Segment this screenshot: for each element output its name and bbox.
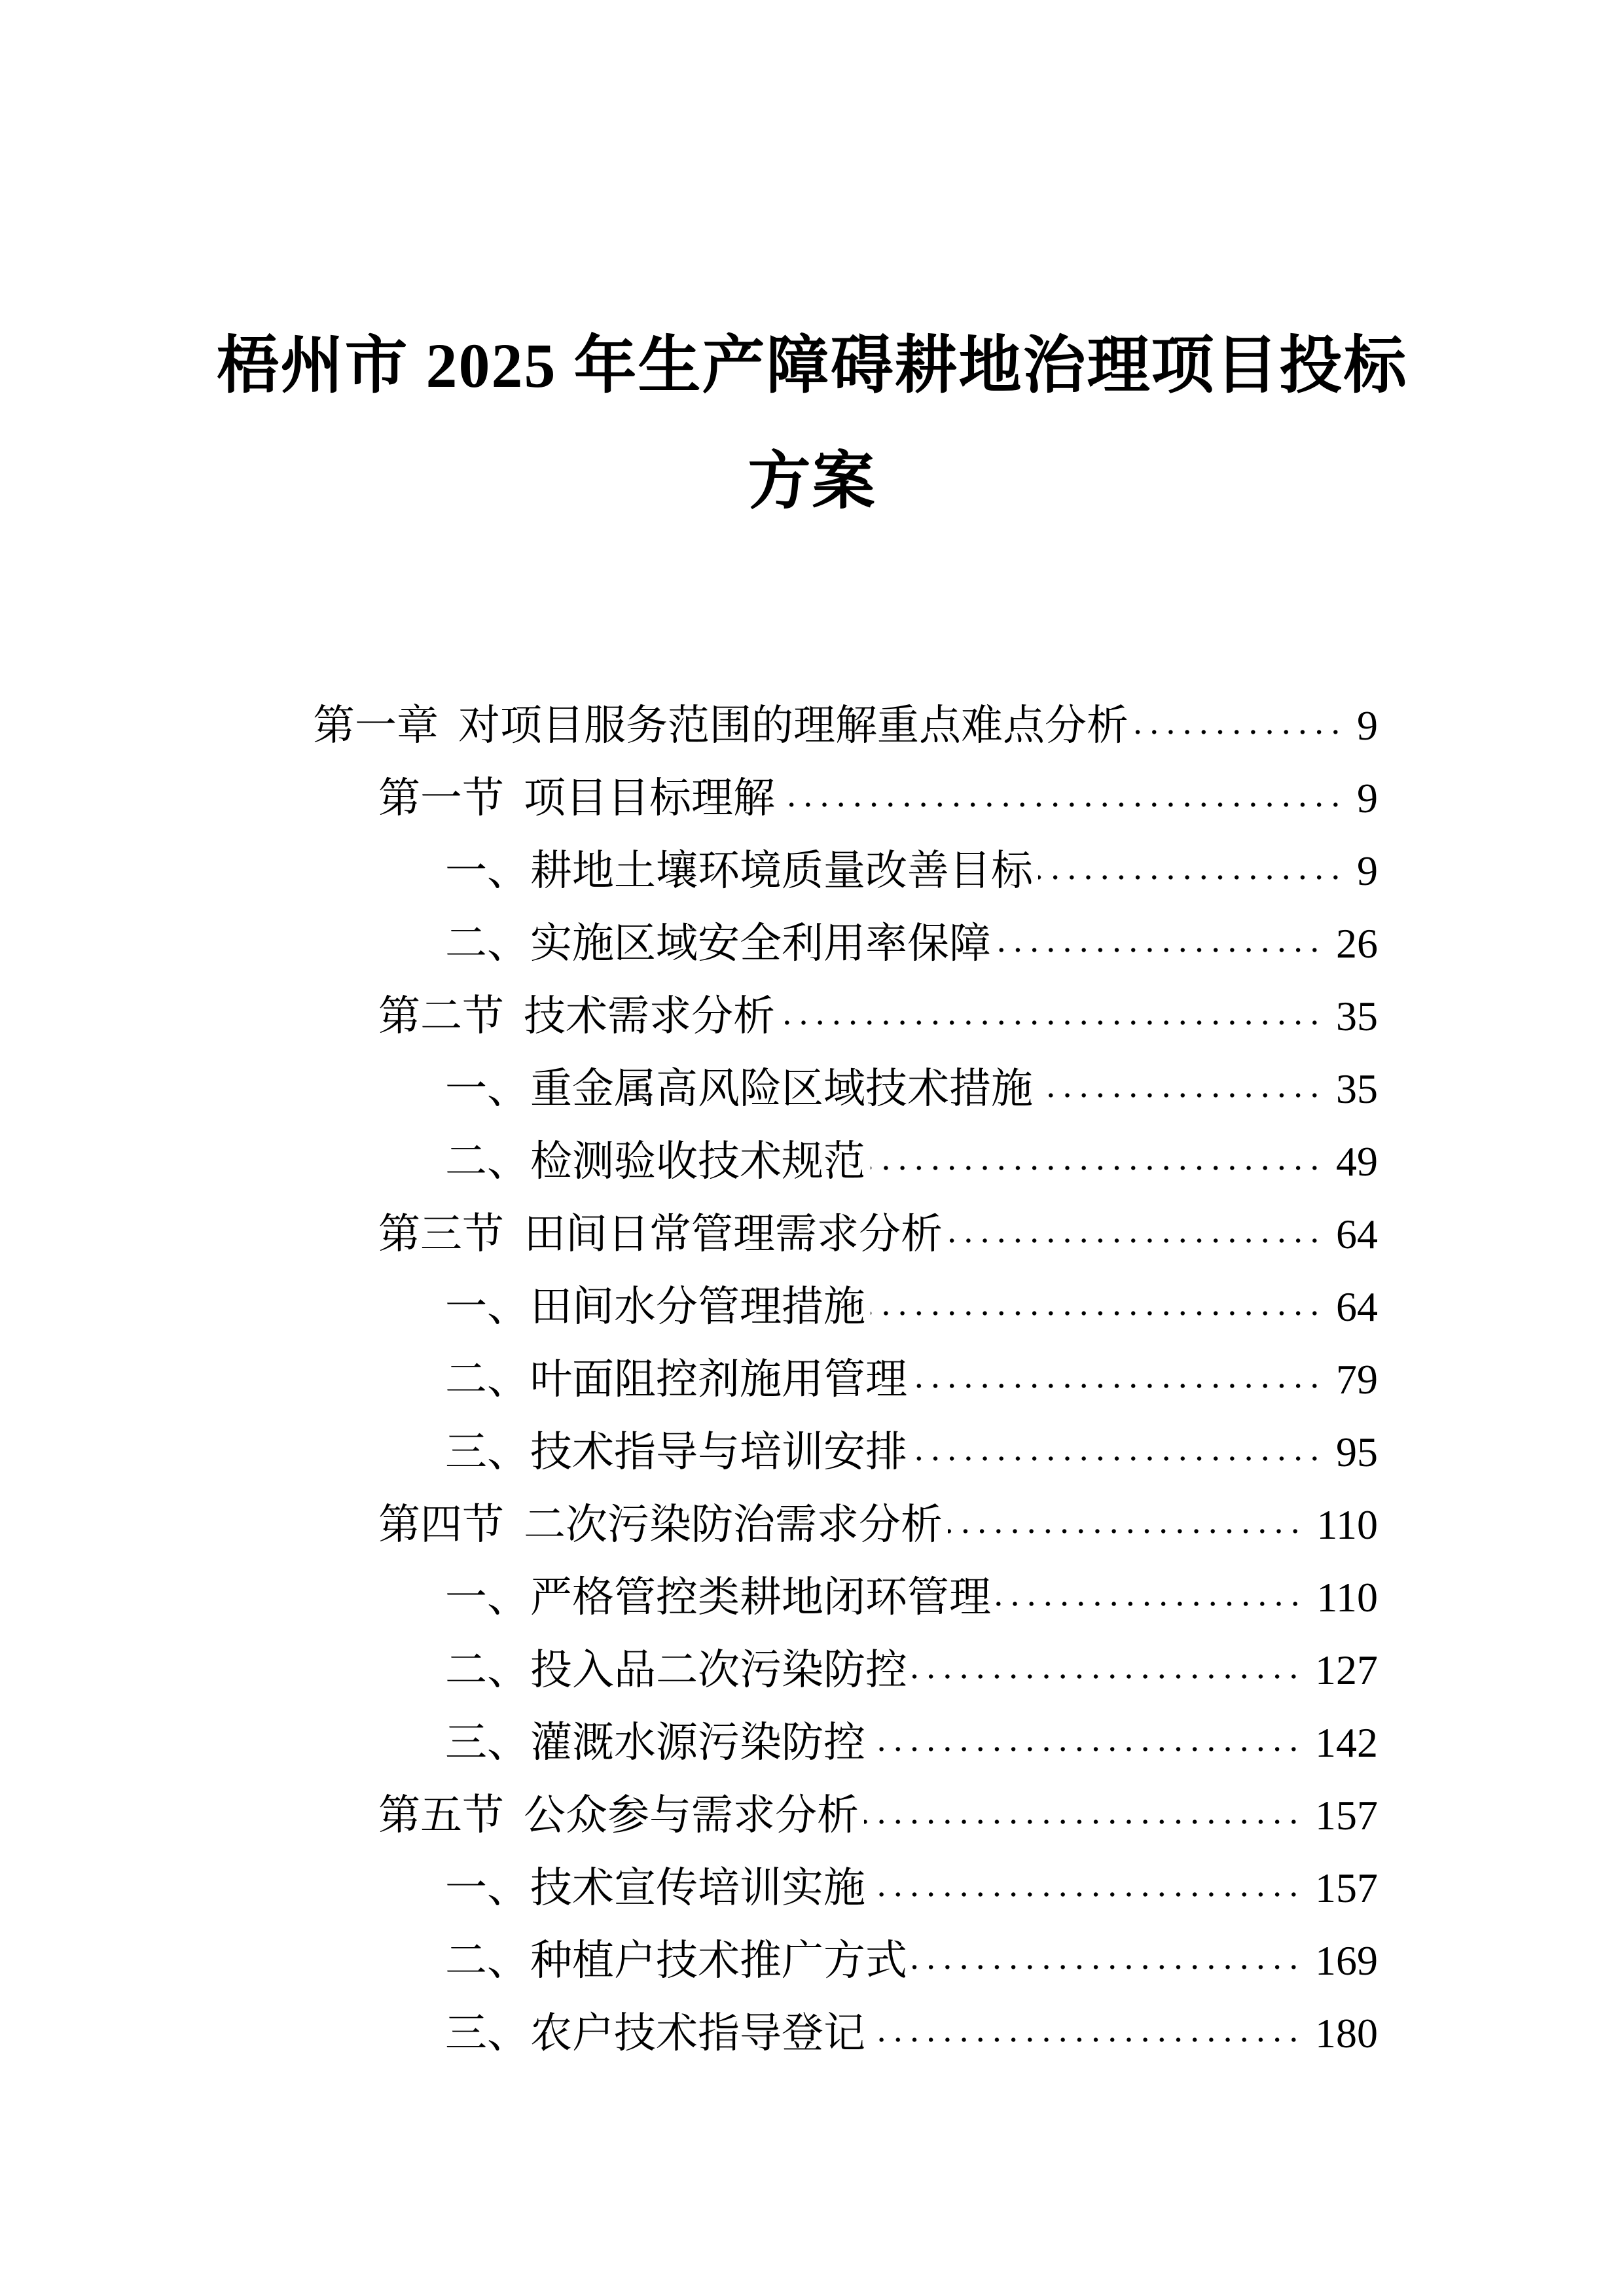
toc-leader-dots — [864, 1779, 1302, 1852]
toc-page-number: 95 — [1336, 1429, 1378, 1475]
toc-entry-number: 一、 — [445, 1283, 529, 1330]
toc-leader-dots — [912, 1634, 1302, 1706]
toc-page-number: 64 — [1336, 1211, 1378, 1257]
toc-entry-number: 第一节 — [378, 775, 504, 821]
toc-page-number: 9 — [1357, 775, 1378, 821]
toc-entry-number: 二、 — [445, 1138, 529, 1185]
toc-page-number: 110 — [1316, 1574, 1378, 1621]
toc-leader-dots — [948, 1198, 1323, 1270]
toc-page-number: 142 — [1315, 1719, 1378, 1766]
toc-entry-title: 对项目服务范围的理解重点难点分析 — [458, 702, 1128, 749]
toc-entry-number: 三、 — [445, 1429, 529, 1475]
toc-leader-dots — [912, 1924, 1302, 1997]
toc-page-number: 49 — [1336, 1138, 1378, 1185]
toc-entry-number: 三、 — [445, 2010, 529, 2056]
toc-page-number: 35 — [1336, 993, 1378, 1039]
toc-entry-title: 检测验收技术规范 — [530, 1138, 865, 1185]
toc-page-number: 35 — [1336, 1066, 1378, 1112]
toc-entry-title: 农户技术指导登记 — [530, 2010, 865, 2056]
toc-entry-number: 一、 — [445, 1574, 529, 1621]
toc-leader-dots — [1134, 689, 1344, 762]
toc-page-number: 110 — [1316, 1501, 1378, 1548]
toc-entry — [0, 1706, 1624, 1779]
toc-entry — [0, 907, 1624, 980]
toc-entry — [0, 1924, 1624, 1997]
toc-entry-number: 一、 — [445, 848, 529, 894]
toc-entry — [0, 1997, 1624, 2070]
toc-entry-number: 二、 — [445, 920, 529, 967]
toc-leader-dots — [948, 1488, 1303, 1561]
table-of-contents — [0, 689, 1624, 2070]
toc-entry-title: 技术需求分析 — [524, 993, 775, 1039]
toc-entry-title: 二次污染防治需求分析 — [524, 1501, 943, 1548]
toc-page-number: 64 — [1336, 1283, 1378, 1330]
toc-entry-number: 三、 — [445, 1719, 529, 1766]
toc-entry-title: 重金属高风险区域技术措施 — [530, 1066, 1033, 1112]
toc-entry-number: 二、 — [445, 1356, 529, 1403]
toc-page-number: 180 — [1315, 2010, 1378, 2056]
toc-entry-number: 一、 — [445, 1066, 529, 1112]
toc-page-number: 169 — [1315, 1937, 1378, 1984]
toc-entry-title: 项目目标理解 — [524, 775, 775, 821]
toc-entry-title: 叶面阻控剂施用管理 — [530, 1356, 907, 1403]
toc-page-number: 157 — [1315, 1865, 1378, 1911]
toc-entry-number: 二、 — [445, 1937, 529, 1984]
toc-entry — [0, 1198, 1624, 1270]
toc-entry-title: 灌溉水源污染防控 — [530, 1719, 865, 1766]
toc-entry — [0, 834, 1624, 907]
toc-leader-dots — [912, 1416, 1323, 1488]
title-line-2: 方案 — [748, 446, 876, 516]
toc-entry-title: 实施区域安全利用率保障 — [530, 920, 991, 967]
toc-leader-dots — [780, 980, 1323, 1052]
toc-leader-dots — [871, 1997, 1302, 2070]
toc-page-number: 127 — [1315, 1647, 1378, 1693]
toc-entry-number: 第三节 — [378, 1211, 504, 1257]
toc-entry — [0, 1852, 1624, 1924]
toc-entry — [0, 762, 1624, 834]
toc-leader-dots — [996, 907, 1323, 980]
title-line-1: 梧州市 2025 年生产障碍耕地治理项目投标 — [216, 331, 1408, 401]
toc-leader-dots — [912, 1343, 1323, 1416]
toc-entry — [0, 1052, 1624, 1125]
toc-entry-number: 第五节 — [378, 1792, 504, 1839]
toc-entry-number: 第二节 — [378, 993, 504, 1039]
toc-page-number: 9 — [1357, 848, 1378, 894]
toc-entry-title: 公众参与需求分析 — [524, 1792, 859, 1839]
toc-page-number: 79 — [1336, 1356, 1378, 1403]
toc-entry-number: 第四节 — [378, 1501, 504, 1548]
toc-entry — [0, 1343, 1624, 1416]
toc-entry — [0, 1488, 1624, 1561]
toc-page-number: 26 — [1336, 920, 1378, 967]
toc-entry — [0, 1416, 1624, 1488]
toc-leader-dots — [1038, 834, 1344, 907]
toc-page-number: 157 — [1315, 1792, 1378, 1839]
document-title — [0, 308, 1624, 539]
toc-entry — [0, 1779, 1624, 1852]
toc-entry-title: 田间水分管理措施 — [530, 1283, 865, 1330]
toc-leader-dots — [996, 1561, 1303, 1634]
toc-entry-number: 第一章 — [313, 702, 439, 749]
toc-entry-number: 二、 — [445, 1647, 529, 1693]
toc-leader-dots — [871, 1270, 1323, 1343]
toc-entry — [0, 980, 1624, 1052]
toc-leader-dots — [871, 1706, 1302, 1779]
toc-entry — [0, 689, 1624, 762]
toc-leader-dots — [871, 1125, 1323, 1198]
toc-entry-title: 耕地土壤环境质量改善目标 — [530, 848, 1033, 894]
toc-entry — [0, 1561, 1624, 1634]
toc-entry — [0, 1270, 1624, 1343]
toc-entry — [0, 1634, 1624, 1706]
toc-entry-title: 投入品二次污染防控 — [530, 1647, 907, 1693]
toc-entry-title: 技术宣传培训实施 — [530, 1865, 865, 1911]
toc-page-number: 9 — [1357, 702, 1378, 749]
toc-leader-dots — [780, 762, 1344, 834]
toc-entry-number: 一、 — [445, 1865, 529, 1911]
toc-entry-title: 严格管控类耕地闭环管理 — [530, 1574, 991, 1621]
toc-leader-dots — [871, 1852, 1302, 1924]
toc-entry-title: 技术指导与培训安排 — [530, 1429, 907, 1475]
toc-leader-dots — [1038, 1052, 1323, 1125]
toc-entry — [0, 1125, 1624, 1198]
toc-entry-title: 种植户技术推广方式 — [530, 1937, 907, 1984]
toc-entry-title: 田间日常管理需求分析 — [524, 1211, 943, 1257]
